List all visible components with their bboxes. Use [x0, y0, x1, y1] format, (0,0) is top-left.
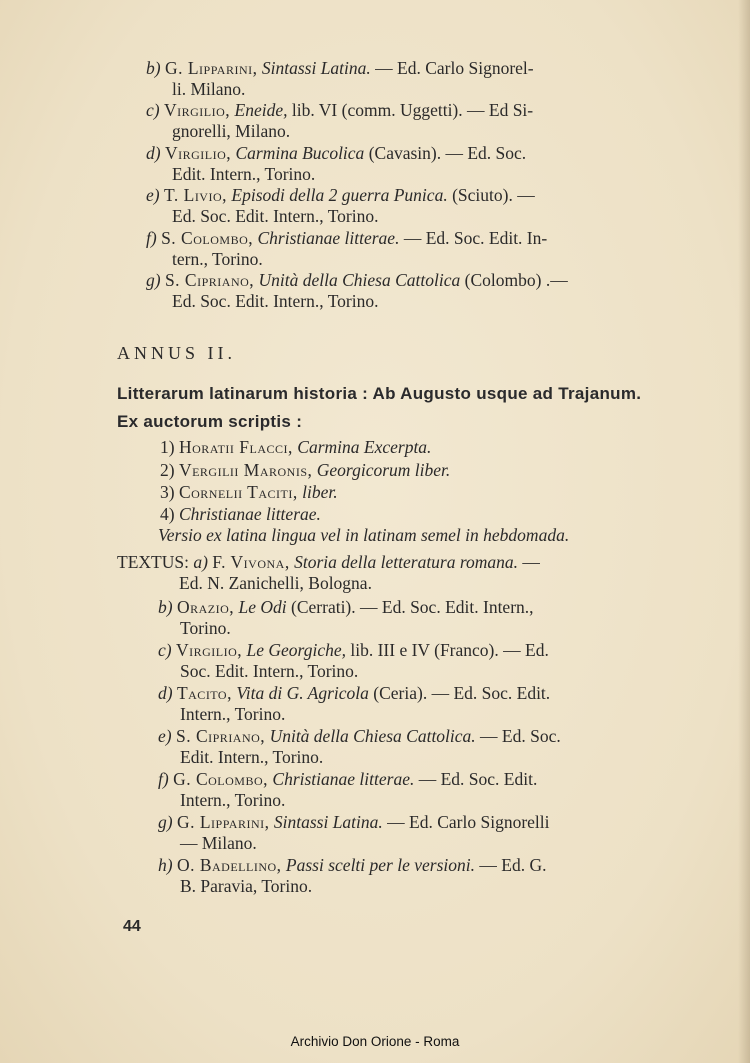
list-item: c) Virgilio, Le Georgiche, lib. III e IV (Franco). — Ed. Soc. Edit. Intern., Torino.	[158, 640, 549, 681]
subsection-heading: Ex auctorum scriptis :	[117, 412, 303, 431]
list-item: e) T. Livio, Episodi della 2 guerra Punica. (Sciuto). — Ed. Soc. Edit. Intern., Torino.	[146, 185, 535, 226]
list-item: c) Virgilio, Eneide, lib. VI (comm. Uggetti). — Ed Si- gnorelli, Milano.	[146, 100, 534, 141]
archive-footer: Archivio Don Orione - Roma	[290, 1034, 460, 1049]
list-item: d) Tacito, Vita di G. Agricola (Ceria). — Ed. Soc. Edit. Intern., Torino.	[158, 683, 551, 724]
page-number: 44	[123, 918, 141, 935]
numbered-item: 2) Vergilii Maronis, Georgicorum liber.	[160, 460, 451, 480]
page-edge-shadow	[738, 0, 750, 1063]
list-item: f) G. Colombo, Christianae litterae. — Ed. Soc. Edit. Intern., Torino.	[158, 769, 538, 810]
list-item: b) Orazio, Le Odi (Cerrati). — Ed. Soc. Edit. Intern., Torino.	[158, 597, 534, 638]
list-item: g) G. Lipparini, Sintassi Latina. — Ed. Carlo Signorelli — Milano.	[158, 812, 550, 853]
numbered-item: 3) Cornelii Taciti, liber.	[160, 482, 338, 502]
list-item: e) S. Cipriano, Unità della Chiesa Cattolica. — Ed. Soc. Edit. Intern., Torino.	[158, 726, 561, 767]
textus-entry: TEXTUS: a) F. Vivona, Storia della letteratura romana. — Ed. N. Zanichelli, Bologna.	[117, 552, 540, 593]
list-item: g) S. Cipriano, Unità della Chiesa Cattolica (Colombo) .— Ed. Soc. Edit. Intern., Torino.	[146, 270, 568, 311]
list-item: f) S. Colombo, Christianae litterae. — Ed. Soc. Edit. In- tern., Torino.	[146, 228, 548, 269]
numbered-item: 1) Horatii Flacci, Carmina Excerpta.	[160, 437, 432, 457]
numbered-item: 4) Christianae litterae.	[160, 504, 321, 524]
list-item: d) Virgilio, Carmina Bucolica (Cavasin). — Ed. Soc. Edit. Intern., Torino.	[146, 143, 527, 184]
list-item: h) O. Badellino, Passi scelti per le versioni. — Ed. G. B. Paravia, Torino.	[158, 855, 547, 896]
list-item: b) G. Lipparini, Sintassi Latina. — Ed. Carlo Signorel- li. Milano.	[146, 58, 534, 99]
versio-note: Versio ex latina lingua vel in latinam semel in hebdomada.	[158, 525, 570, 545]
section-title: ANNUS II.	[117, 343, 236, 363]
section-heading: Litterarum latinarum historia : Ab Augusto usque ad Trajanum.	[117, 384, 642, 403]
